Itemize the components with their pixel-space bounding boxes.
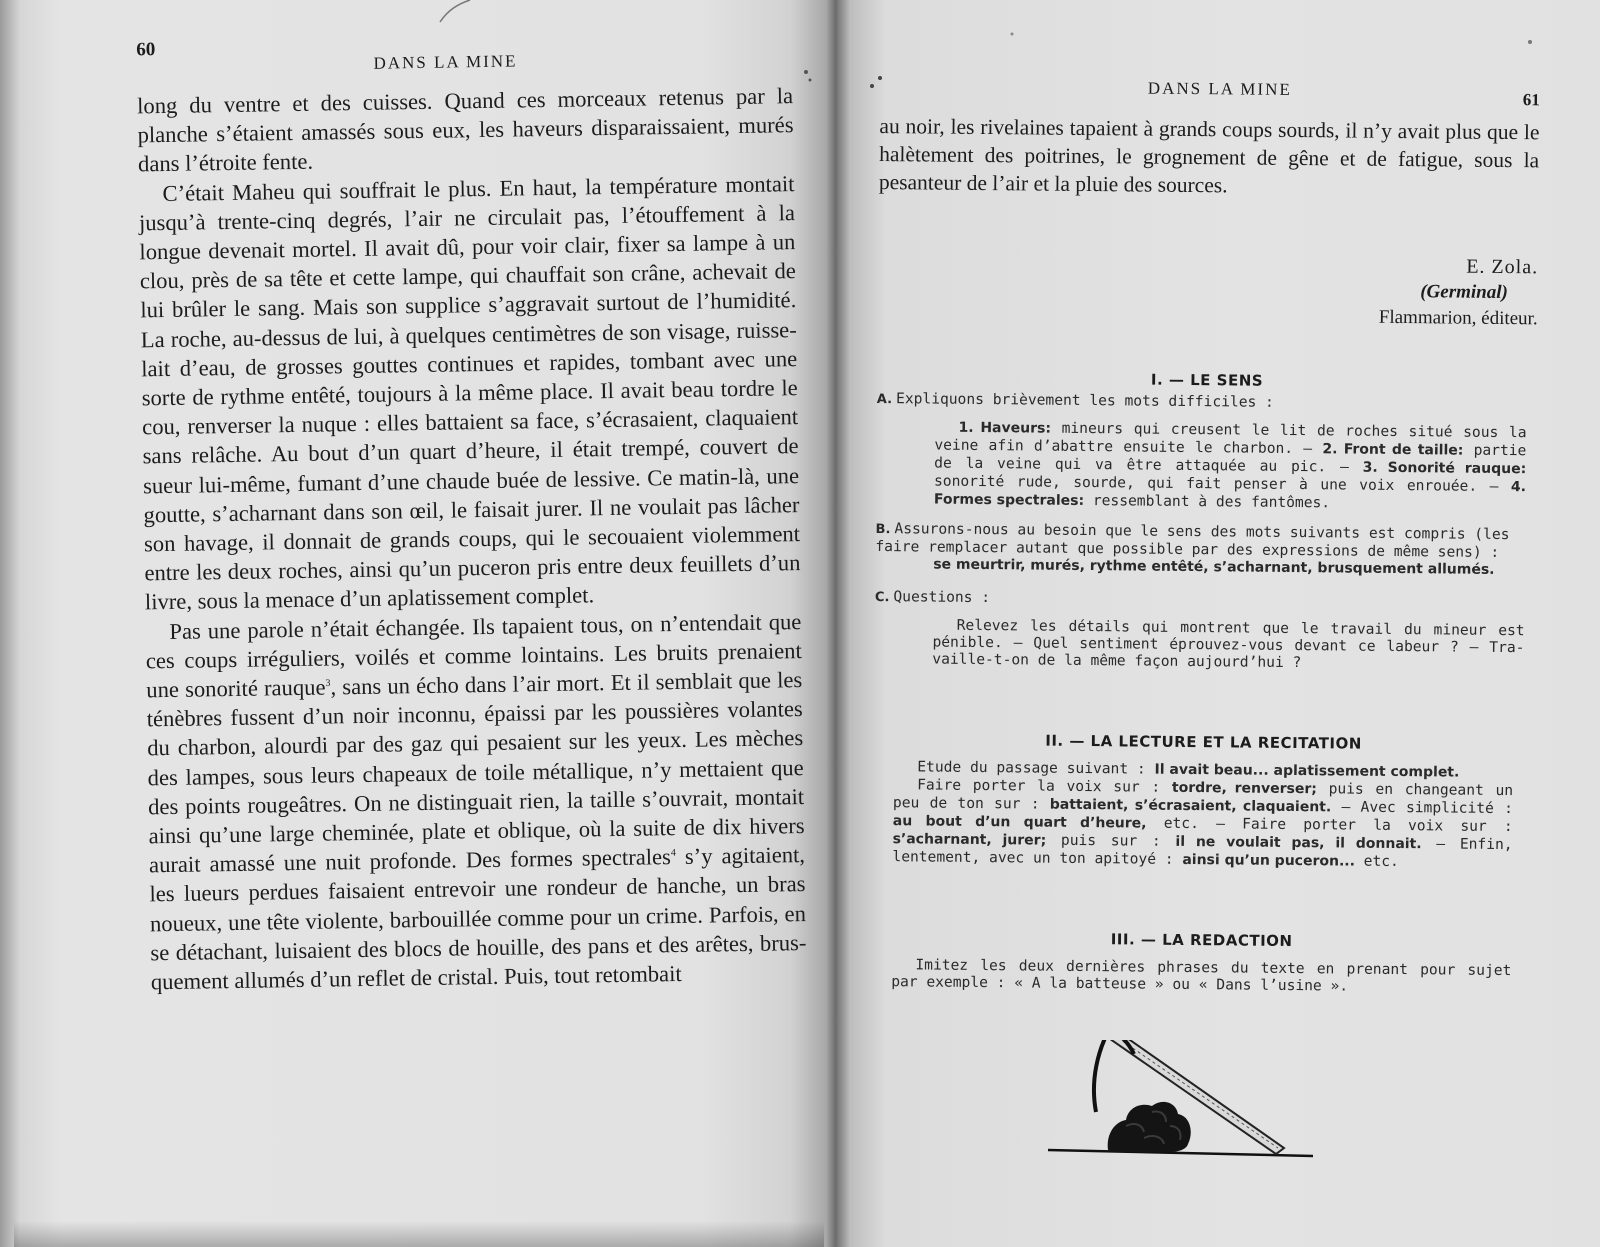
- exercise-b-label: B.: [875, 521, 891, 538]
- reading-exercise: [892, 758, 1513, 872]
- exercise-c: [874, 588, 1525, 673]
- definitions: [934, 419, 1527, 515]
- redaction-text: Imitez les deux dernières phrases du texte en prenant pour sujet par exemple : « A la batteuse » ou « Dans l’usine ».: [891, 956, 1512, 995]
- section-3-title: III. — LA REDACTION: [1110, 930, 1293, 950]
- paragraph-1: long du ventre et des cuisses. Quand ces morceaux retenus par la planche s’étaient amassés sous eux, les haveurs disparaissaient, murés dans l’étroite fente.: [136, 83, 794, 177]
- main-text: [137, 81, 807, 996]
- attribution: [1379, 253, 1539, 333]
- def-2-term: 2. Front de taille:: [1322, 441, 1464, 459]
- running-head-right: DANS LA MINE: [1147, 78, 1292, 99]
- exercise-c-label: C.: [874, 589, 890, 606]
- exercise-a: [876, 390, 1527, 514]
- def-2-text: partie de la veine qui va être attaquée au pic. —: [934, 441, 1527, 476]
- def-3-text: sonorité rude, sourde, qui fait penser à une voix enrouée. —: [933, 472, 1512, 496]
- paragraph-3-part-3: s’y agitaient, les lueurs perdues faisaient entrevoir une rondeur de hanche, un bras noueux, une tête violente, barbouillée comme pour un crime. Parfois, en se détachant, luisaient des blocs de houille, des pans et des arêtes, brusquement allumés d’un reflet de cristal. Puis, tout retombait: [149, 842, 807, 995]
- pickaxe-illustration: [1048, 1040, 1328, 1170]
- author: E. Zola.: [1466, 255, 1539, 279]
- footnote-mark-4: 4: [670, 847, 676, 859]
- instr-text-6: — Enfin, lentement, avec un ton apitoyé :: [892, 835, 1513, 868]
- instr-bold-2: battaient, s’écrasaient, claquaient.: [1049, 796, 1332, 816]
- instr-text-5: puis sur :: [1046, 831, 1176, 850]
- publisher: Flammarion, éditeur.: [1378, 306, 1538, 330]
- page-number-right: 61: [1522, 90, 1540, 110]
- instr-text-7: etc.: [1354, 852, 1399, 871]
- continuation-paragraph: au noir, les rivelaines tapaient à grands coups sourds, il n’y avait plus que le halètement des poitrines, le grognement de gêne et de fatigue, sous la pesanteur de l’air et la pluie des sources.: [878, 113, 1540, 198]
- recitation-instructions: [892, 776, 1513, 872]
- def-4-text: ressemblant à des fantômes.: [1084, 491, 1331, 512]
- instr-bold-3: au bout d’un quart d’heure,: [892, 813, 1147, 832]
- paragraph-2: C’était Maheu qui souffrait le plus. En haut, la température montait jusqu’à trente-cinq degrés, l’air ne circulait pas, l’étouffement à la longue devenait mortel. Il avait dû, pour voir clair, fixer sa lampe à un clou, près de sa tête et cette lampe, qui chauffait son crâne, achevait de lui brûler le sang. Mais son supplice s’aggravait surtout de l’humidité. La roche, au-dessus de lui, à quelques centimètres de son visage, ruisselait d’eau, de grosses gouttes continues et rapides, tombant avec une sorte de rythme entêté, toujours à la même place. Il avait beau tordre le cou, renverser la nuque : elles battaient sa face, s’écrasaient, claquaient sans relâche. Au bout d’un quart d’heure, il était trempé, couvert de sueur lui-même, fumant d’une chaude buée de lessive. Ce matin-là, une goutte, s’acharnant dans son œil, le faisait jurer. Il ne voulait pas lâcher son havage, il donnait de grands coups, qui le secouaient violemment entre les deux roches, ainsi qu’un puceron pris entre deux feuillets d’un livre, sous la menace d’un aplatissement complet.: [138, 170, 801, 615]
- exercise-b: [875, 520, 1525, 579]
- instr-text-4: etc. — Faire porter la voix sur :: [1146, 814, 1513, 836]
- redaction-exercise: [891, 956, 1511, 996]
- instr-bold-6: ainsi qu’un puceron...: [1182, 851, 1356, 870]
- study-intro: Etude du passage suivant :: [917, 758, 1155, 778]
- exercise-c-questions: Relevez les détails qui montrent que le travail du mineur est pénible. — Quel sentiment éprouvez-vous devant ce labeur ? — Travaille-t-on de la même façon aujourd’hui ?: [932, 616, 1525, 672]
- work-title: (Germinal): [1420, 281, 1508, 304]
- instr-text-3: — Avec simplicité :: [1331, 798, 1514, 818]
- section-2-title: II. — LA LECTURE ET LA RECITATION: [1045, 731, 1362, 753]
- study-passage: Il avait beau... aplatissement complet.: [1154, 761, 1460, 781]
- instr-bold-4: s’acharnant, jurer;: [892, 831, 1047, 849]
- def-1-text: mineurs qui creusent le lit de roches situé sous la veine afin d’abattre ensuite le charbon. —: [934, 419, 1527, 458]
- instr-bold-1: tordre, renverser;: [1171, 779, 1317, 798]
- exercise-b-words: se meurtrir, murés, rythme entêté, s’acharnant, brusquement allumés.: [933, 556, 1495, 578]
- exercise-c-text: Questions :: [893, 588, 991, 607]
- running-head-left: DANS LA MINE: [373, 51, 518, 73]
- def-4-term: 4. Formes spectrales:: [933, 479, 1527, 509]
- pickaxe-and-coal-icon: [1048, 1040, 1328, 1170]
- continuation-text: [879, 112, 1540, 202]
- paragraph-3: [145, 607, 807, 997]
- instr-text-2: puis en changeant un peu de ton sur :: [892, 780, 1514, 813]
- instr-bold-5: il ne voulait pas, il donnait.: [1175, 833, 1422, 853]
- paragraph-3-part-1: Pas une parole n’était échangée. Ils tapaient tous, on n’entendait que ces coups irréguliers, voilés et comme lointains. Les bruits prenaient une sonorité rauque: [145, 608, 802, 703]
- footnote-mark-3: 3: [325, 677, 331, 690]
- paragraph-3-part-2: , sans un écho dans l’air mort. Et il semblait que les ténèbres fussent d’un noir inconnu, épaissi par les poussières volantes du charbon, alourdi par des gaz qui pesaient sur les yeux. Les mèches des lampes, sous leurs chapeaux de toile métallique, n’y mettaient que des points rougeâtres. On ne distinguait rien, la taille s’ouvrait, montait ainsi qu’une large cheminée, plate et oblique, où la suite de dix hivers aurait amassé une nuit profonde. Des formes spectrales: [146, 667, 805, 878]
- exercise-a-text: Expliquons brièvement les mots difficiles :: [896, 390, 1274, 411]
- exercise-a-label: A.: [876, 391, 893, 408]
- exercise-b-text: Assurons-nous au besoin que le sens des mots suivants est compris (les faire remplacer autant que possible par des expressions de même sens) :: [875, 520, 1510, 561]
- section-1-title: I. — LE SENS: [1150, 370, 1264, 390]
- def-1-term: 1. Haveurs:: [958, 419, 1052, 437]
- def-3-term: 3. Sonorité rauque:: [1362, 459, 1527, 478]
- instr-text-1: Faire porter la voix sur :: [917, 776, 1173, 796]
- page-number-left: 60: [136, 39, 156, 61]
